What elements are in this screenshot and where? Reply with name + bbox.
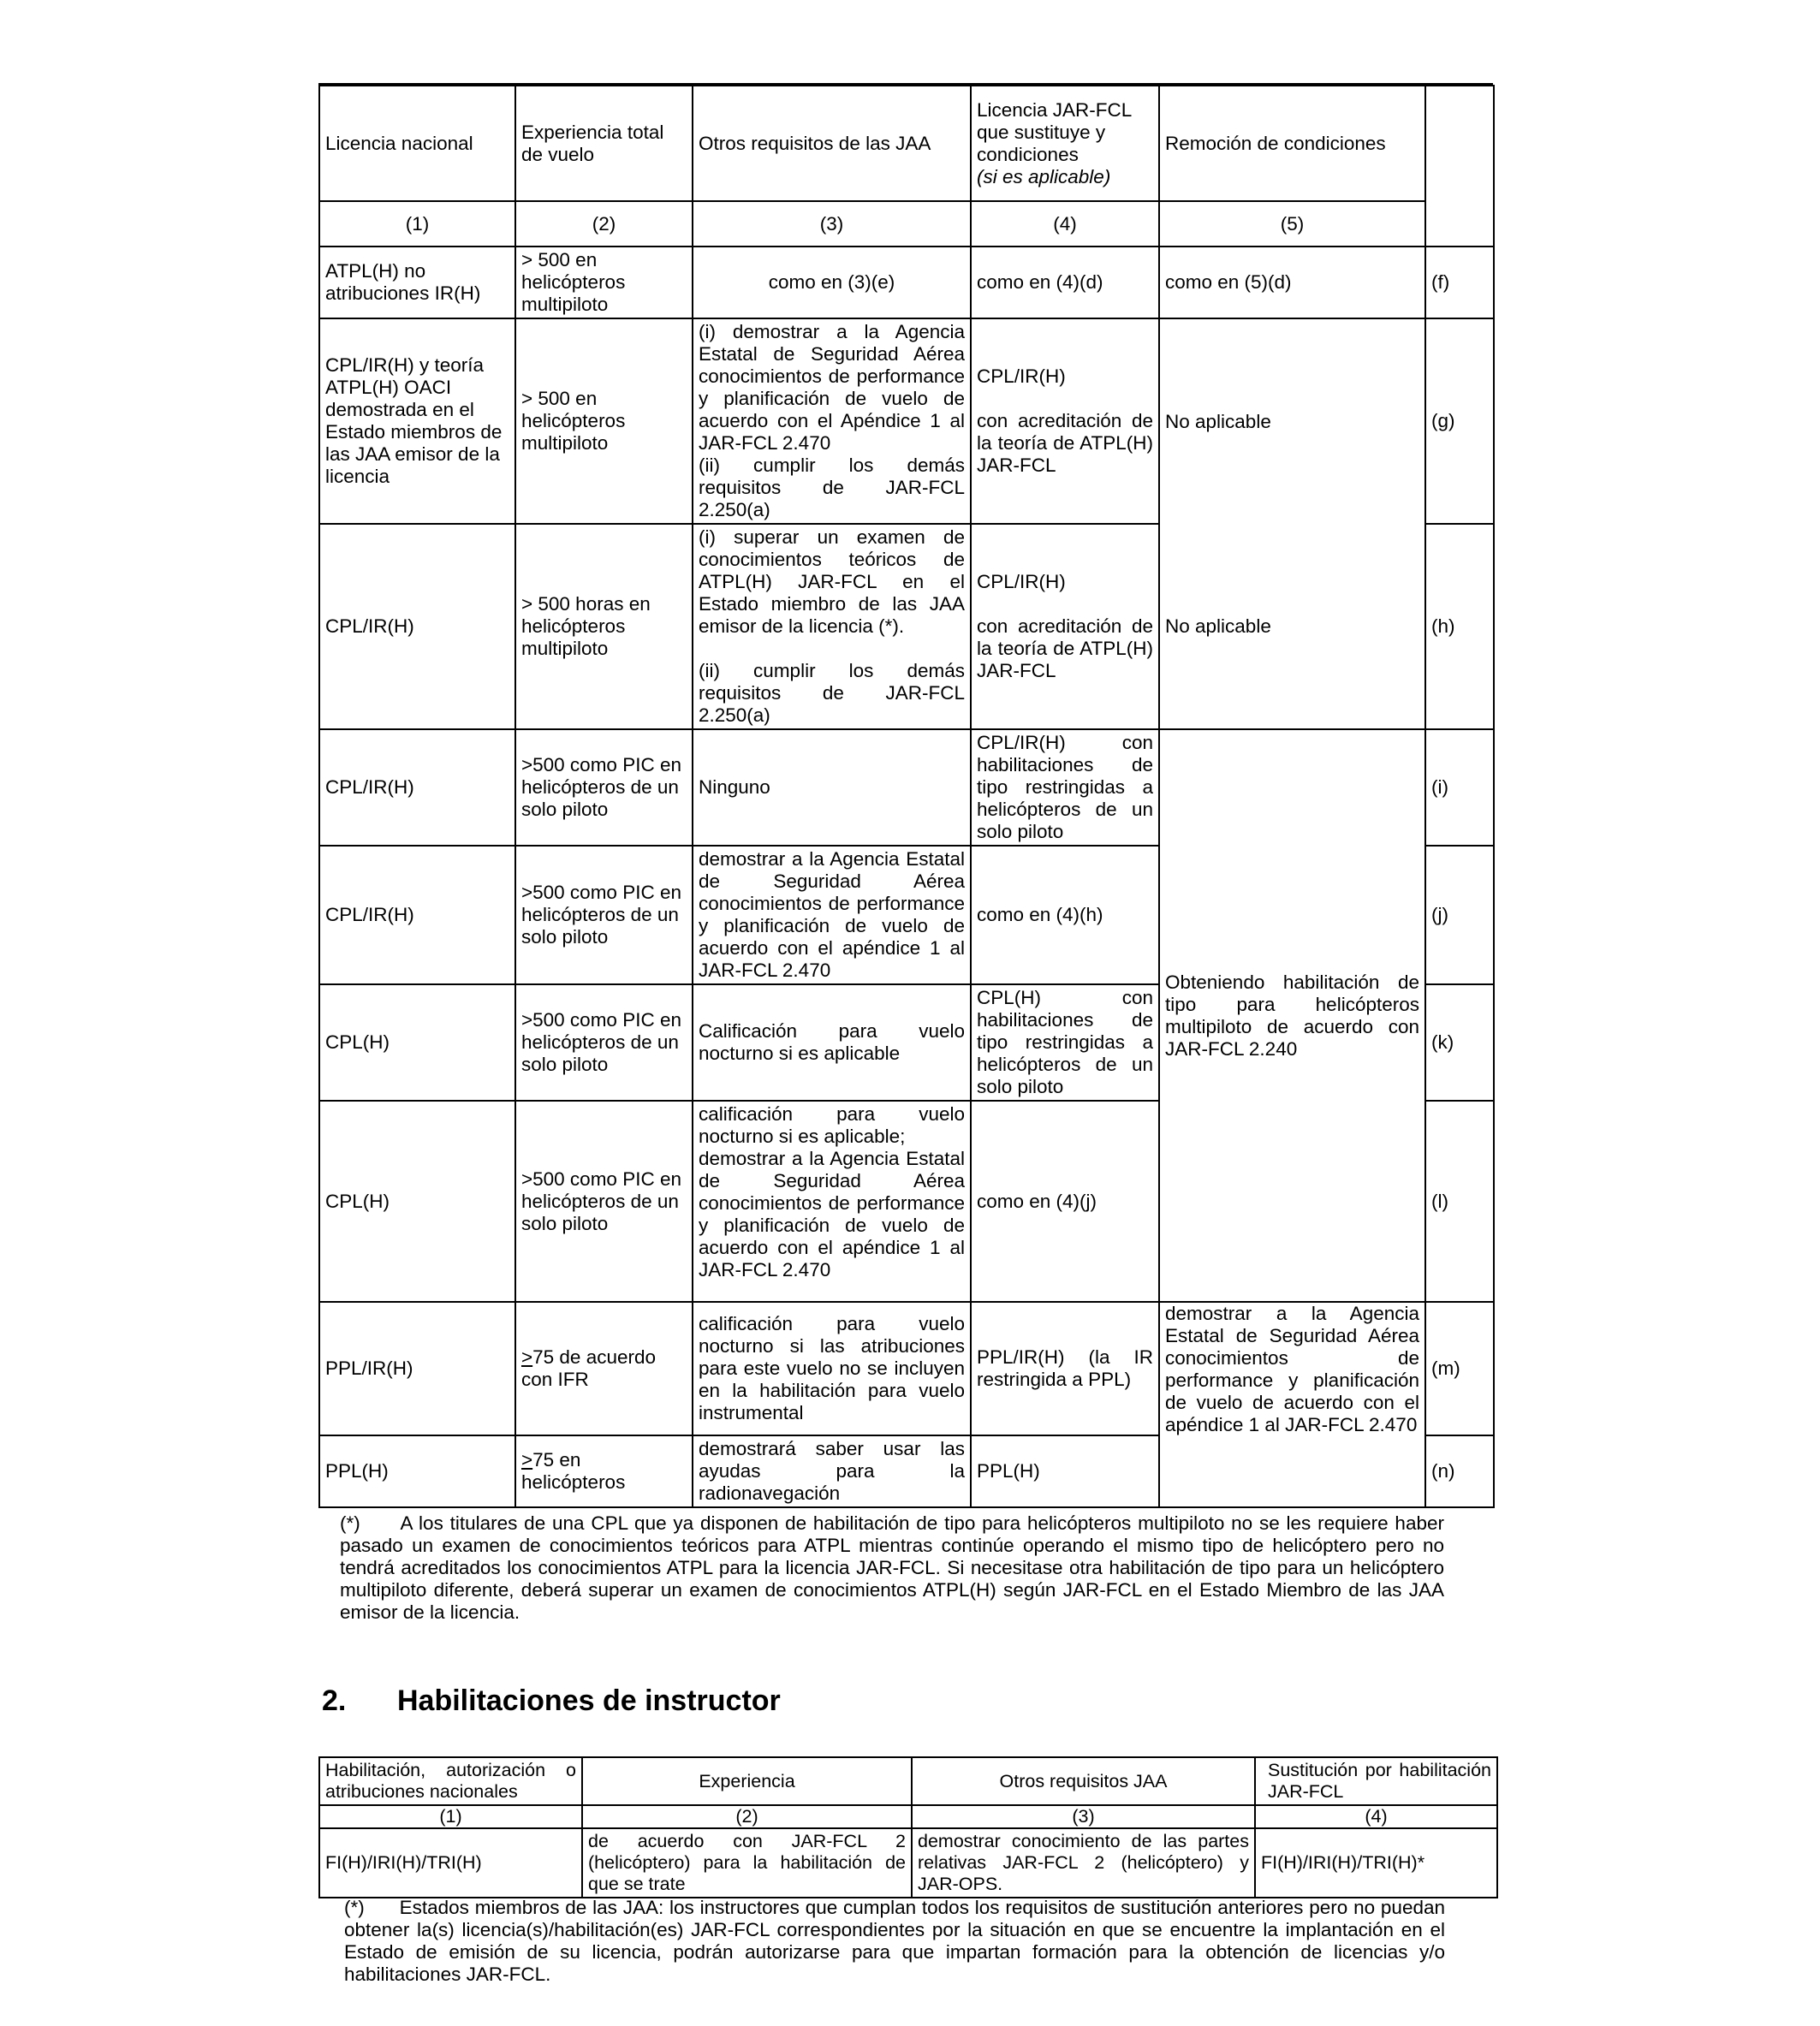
national-license: PPL(H)	[319, 1435, 515, 1507]
col-number-2: (2)	[582, 1805, 912, 1828]
table-row	[319, 247, 1494, 318]
other-requirements	[693, 1101, 971, 1302]
footnote-marker: (*)	[340, 1512, 360, 1534]
replacement-rating: FI(H)/IRI(H)/TRI(H)*	[1255, 1828, 1497, 1898]
column-number-row	[319, 201, 1494, 247]
national-license: PPL/IR(H)	[319, 1302, 515, 1435]
table-row	[319, 1828, 1497, 1898]
header-removal-conditions: Remoción de condiciones	[1159, 86, 1425, 201]
total-experience: >500 como PIC en helicópteros de un solo piloto	[515, 1101, 693, 1302]
column-number-row	[319, 1805, 1497, 1828]
replacing-license: como en (4)(d)	[971, 247, 1159, 318]
total-experience	[515, 1302, 693, 1435]
total-experience: >500 como PIC en helicópteros de un solo piloto	[515, 846, 693, 984]
table-row	[319, 524, 1494, 729]
requirement-item-2: (ii) cumplir los demás requisitos de JAR-FCL 2.250(a)	[699, 660, 965, 726]
header-empty-cell	[1425, 86, 1494, 247]
requirement-item-1: calificación para vuelo nocturno si es aplicable;	[699, 1103, 965, 1147]
footnote-multipilot	[340, 1512, 1444, 1624]
other-requirements	[693, 524, 971, 729]
removal-conditions: No aplicable	[1159, 524, 1425, 729]
footnote-text: A los titulares de una CPL que ya disponen de habilitación de tipo para helicópteros multipiloto no se les requiere haber pasado un examen de conocimientos teóricos para ATPL mientras continúe operando el mismo tipo de helicóptero pero no tendrá acreditados los conocimientos ATPL para la licencia JAR-FCL. Si necesitase otra habilitación de tipo para un helicóptero multipiloto diferente, deberá superar un examen de conocimientos ATPL(H) según JAR-FCL en el Estado Miembro de las JAA emisor de la licencia.	[340, 1512, 1444, 1623]
total-experience: > 500 en helicópteros multipiloto	[515, 318, 693, 524]
header-national-license: Licencia nacional	[319, 86, 515, 201]
national-license: CPL/IR(H)	[319, 729, 515, 846]
other-requirements: Calificación para vuelo nocturno si es aplicable	[693, 984, 971, 1101]
header-total-experience: Experiencia total de vuelo	[515, 86, 693, 201]
row-letter: (i)	[1425, 729, 1494, 846]
col-number-1: (1)	[319, 1805, 582, 1828]
row-letter: (g)	[1425, 318, 1494, 524]
removal-conditions: No aplicable	[1159, 318, 1425, 524]
experience-text: 75 en helicópteros	[521, 1449, 626, 1493]
header-other-requirements: Otros requisitos JAA	[912, 1757, 1255, 1805]
national-license: CPL(H)	[319, 984, 515, 1101]
replacing-license: CPL/IR(H) con habilitaciones de tipo restringidas a helicópteros de un solo piloto	[971, 729, 1159, 846]
header-replacement: Sustitución por habilitación JAR-FCL	[1255, 1757, 1497, 1805]
national-license: CPL/IR(H)	[319, 846, 515, 984]
header-other-requirements: Otros requisitos de las JAA	[693, 86, 971, 201]
header-row	[319, 1757, 1497, 1805]
row-letter: (n)	[1425, 1435, 1494, 1507]
replacing-license: como en (4)(h)	[971, 846, 1159, 984]
replacing-license-condition: con acreditación de la teoría de ATPL(H) JAR-FCL	[977, 615, 1153, 681]
header-national-rating: Habilitación, autorización o atribuciones nacionales	[319, 1757, 582, 1805]
replacing-license	[971, 318, 1159, 524]
header-replacing-license-note: (si es aplicable)	[977, 165, 1111, 187]
col-number-1: (1)	[319, 201, 515, 247]
removal-conditions-merged: demostrar a la Agencia Estatal de Seguridad Aérea conocimientos de performance y planificación de vuelo de acuerdo con el apéndice 1 al JAR-FCL 2.470	[1159, 1302, 1425, 1507]
removal-conditions: como en (5)(d)	[1159, 247, 1425, 318]
national-license: CPL/IR(H) y teoría ATPL(H) OACI demostrada en el Estado miembros de las JAA emisor de la licencia	[319, 318, 515, 524]
table-row	[319, 1302, 1494, 1435]
requirement-item-2: (ii) cumplir los demás requisitos de JAR-FCL 2.250(a)	[699, 455, 965, 520]
national-license: CPL(H)	[319, 1101, 515, 1302]
other-requirements: calificación para vuelo nocturno si las atribuciones para este vuelo no se incluyen en la habilitación para vuelo instrumental	[693, 1302, 971, 1435]
row-letter: (h)	[1425, 524, 1494, 729]
other-requirements: demostrar a la Agencia Estatal de Seguridad Aérea conocimientos de performance y planificación de vuelo de acuerdo con el apéndice 1 al JAR-FCL 2.470	[693, 846, 971, 984]
total-experience: > 500 en helicópteros multipiloto	[515, 247, 693, 318]
other-requirements	[693, 318, 971, 524]
table-row	[319, 729, 1494, 846]
col-number-5: (5)	[1159, 201, 1425, 247]
footnote-marker: (*)	[344, 1897, 365, 1918]
replacing-license-name: CPL/IR(H)	[977, 365, 1066, 387]
footnote-instructors	[344, 1897, 1445, 1986]
other-requirements: demostrar conocimiento de las partes relativas JAR-FCL 2 (helicóptero) y JAR-OPS.	[912, 1828, 1255, 1898]
section-number: 2.	[322, 1684, 347, 1717]
header-experience: Experiencia	[582, 1757, 912, 1805]
national-license: ATPL(H) no atribuciones IR(H)	[319, 247, 515, 318]
other-requirements: demostrará saber usar las ayudas para la radionavegación	[693, 1435, 971, 1507]
replacing-license: como en (4)(j)	[971, 1101, 1159, 1302]
footnote-text: Estados miembros de las JAA: los instructores que cumplan todos los requisitos de sustitución anteriores pero no puedan obtener la(s) licencia(s)/habilitación(es) JAR-FCL correspondientes por la situación en que se encuentre la implantación en el Estado de emisión de su licencia, podrán autorizarse para que impartan formación para la obtención de licencias y/o habilitaciones JAR-FCL.	[344, 1897, 1445, 1985]
col-number-3: (3)	[912, 1805, 1255, 1828]
national-license: CPL/IR(H)	[319, 524, 515, 729]
replacing-license: CPL(H) con habilitaciones de tipo restringidas a helicópteros de un solo piloto	[971, 984, 1159, 1101]
section-heading	[322, 1684, 781, 1718]
other-requirements: Ninguno	[693, 729, 971, 846]
section-title: Habilitaciones de instructor	[397, 1684, 781, 1717]
requirement-item-1: (i) superar un examen de conocimientos teóricos de ATPL(H) JAR-FCL en el Estado miembro de las JAA emisor de la licencia (*).	[699, 526, 965, 637]
col-number-3: (3)	[693, 201, 971, 247]
requirement-item-2: demostrar a la Agencia Estatal de Seguridad Aérea conocimientos de performance y planificación de vuelo de acuerdo con el apéndice 1 al JAR-FCL 2.470	[699, 1148, 965, 1280]
col-number-4: (4)	[1255, 1805, 1497, 1828]
total-experience	[515, 1435, 693, 1507]
replacing-license-name: CPL/IR(H)	[977, 571, 1066, 592]
greater-equal-symbol: >	[521, 1346, 533, 1368]
removal-conditions-merged: Obteniendo habilitación de tipo para helicópteros multipiloto de acuerdo con JAR-FCL 2.240	[1159, 729, 1425, 1302]
header-replacing-license-text: Licencia JAR-FCL que sustituye y condiciones	[977, 98, 1132, 165]
replacing-license: PPL(H)	[971, 1435, 1159, 1507]
greater-equal-symbol: >	[521, 1449, 533, 1470]
replacing-license	[971, 524, 1159, 729]
col-number-4: (4)	[971, 201, 1159, 247]
replacing-license: PPL/IR(H) (la IR restringida a PPL)	[971, 1302, 1159, 1435]
col-number-2: (2)	[515, 201, 693, 247]
row-letter: (l)	[1425, 1101, 1494, 1302]
header-replacing-license	[971, 86, 1159, 201]
national-rating: FI(H)/IRI(H)/TRI(H)	[319, 1828, 582, 1898]
header-row	[319, 86, 1494, 201]
other-requirements: como en (3)(e)	[693, 247, 971, 318]
experience-text: 75 de acuerdo con IFR	[521, 1346, 657, 1390]
row-letter: (k)	[1425, 984, 1494, 1101]
total-experience: >500 como PIC en helicópteros de un solo piloto	[515, 729, 693, 846]
row-letter: (j)	[1425, 846, 1494, 984]
total-experience: > 500 horas en helicópteros multipiloto	[515, 524, 693, 729]
requirement-item-1: (i) demostrar a la Agencia Estatal de Seguridad Aérea conocimientos de performance y planificación de vuelo de acuerdo con el Apéndice 1 al JAR-FCL 2.470	[699, 321, 965, 454]
replacing-license-condition: con acreditación de la teoría de ATPL(H) JAR-FCL	[977, 410, 1153, 476]
total-experience: >500 como PIC en helicópteros de un solo piloto	[515, 984, 693, 1101]
experience: de acuerdo con JAR-FCL 2 (helicóptero) para la habilitación de que se trate	[582, 1828, 912, 1898]
row-letter: (f)	[1425, 247, 1494, 318]
table-row	[319, 318, 1494, 524]
license-conversion-table	[318, 85, 1495, 1508]
instructor-ratings-table	[318, 1756, 1498, 1898]
row-letter: (m)	[1425, 1302, 1494, 1435]
